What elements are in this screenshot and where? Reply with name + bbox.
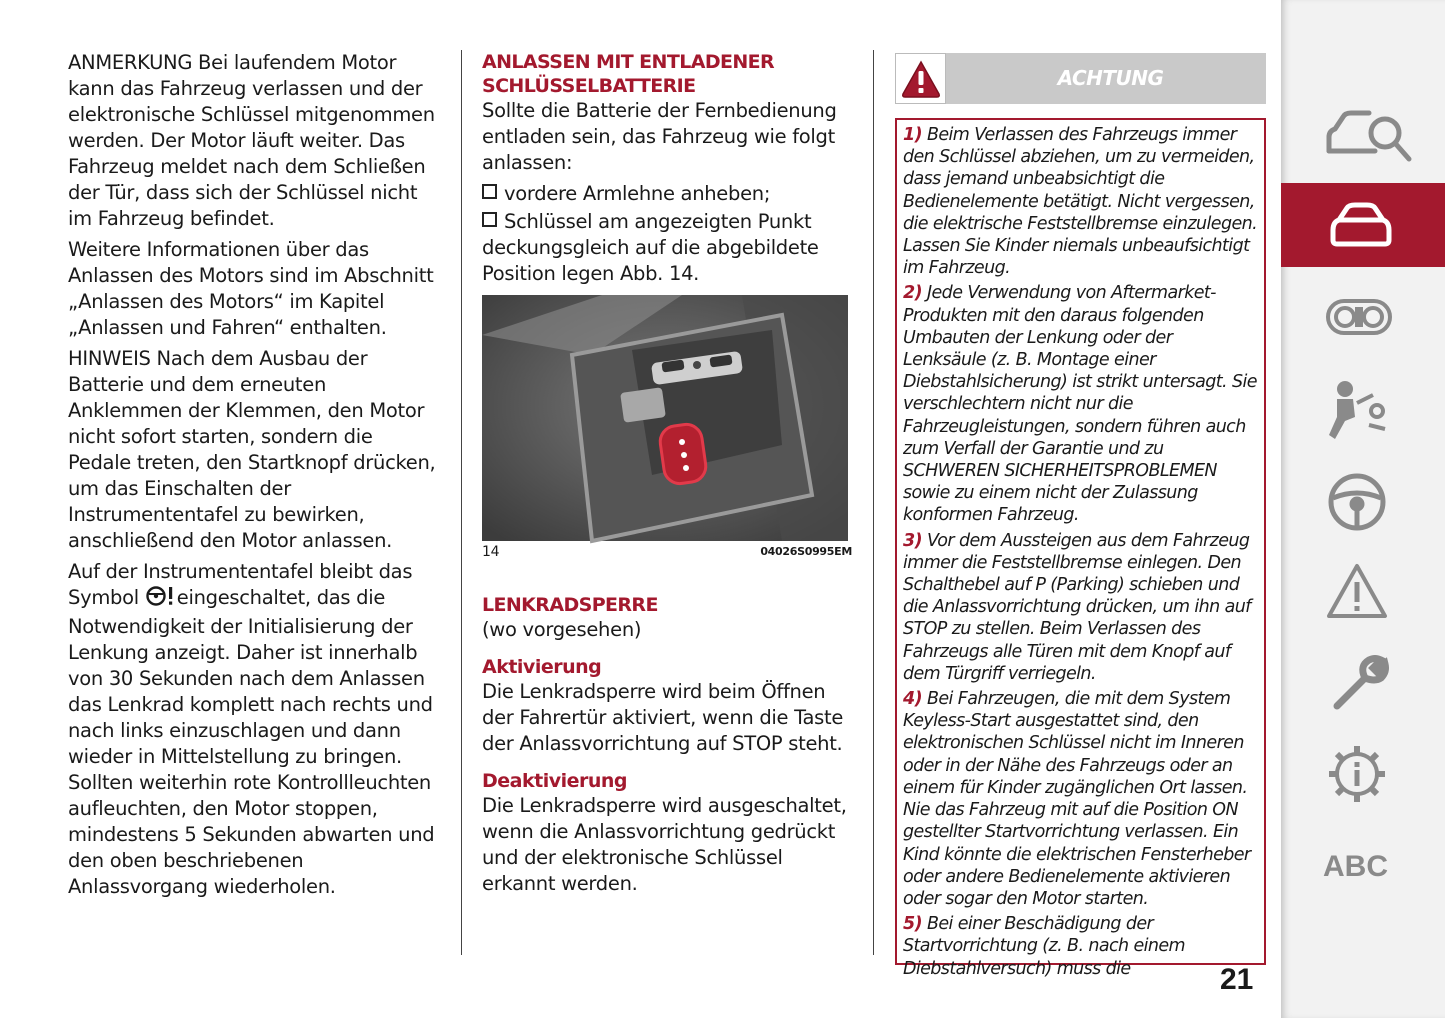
paragraph-more-info: Weitere Informationen über das Anlassen des Motors sind im Abschnitt „Anlassen des Motors“ im Kapitel „Anlassen und Fahren“ enthalten. xyxy=(68,238,434,339)
warning-item-number: 1) xyxy=(903,125,922,145)
paragraph-activation: Die Lenkradsperre wird beim Öffnen der Fahrertür aktiviert, wenn die Taste der Anlassvorrichtung auf STOP steht. xyxy=(482,680,844,755)
paragraph-instrument-symbol-start: Auf der Instrumententafel bleibt das Symbol xyxy=(68,560,413,609)
warning-item-text: Vor dem Aussteigen aus dem Fahrzeug immer die Feststellbremse einlegen. Den Schalthebel auf P (Parking) schieben und die Anlassvorrichtung drücken, um ihn auf STOP zu stellen. Beim Verlassen des Fahrzeugs alle Türen mit dem Knopf auf dem Türgriff verriegeln. xyxy=(903,530,1251,684)
paragraph-anmerkung: ANMERKUNG Bei laufendem Motor kann das Fahrzeug verlassen und der elektronische Schlüssel mitgenommen werden. Der Motor läuft weiter. Das Fahrzeug meldet nach dem Schließen der Tür, dass sich der Schlüssel nicht im Fahrzeug befindet. xyxy=(68,51,435,230)
sidebar-item-safety[interactable] xyxy=(1281,367,1445,451)
warning-item-text: Bei Fahrzeugen, die mit dem System Keyless-Start ausgestattet sind, den elektronischen Schlüssel nicht im Inneren oder in der Nähe des Fahrzeugs oder an einem für Kinder zugänglichen Ort lassen. Nie das Fahrzeug mit auf die Position ON gestellter Startvorrichtung verlassen. Ein Kind könnte die elektrischen Fensterheber oder andere Bedienelemente aktivieren oder sogar den Motor starten. xyxy=(903,689,1251,909)
sidebar-item-emergency[interactable] xyxy=(1281,550,1445,634)
bullet-text: vordere Armlehne anheben; xyxy=(504,182,771,205)
figure-number: 14 xyxy=(482,544,500,560)
warning-box xyxy=(895,118,1266,979)
sidebar-item-instruments[interactable] xyxy=(1281,275,1445,359)
warning-item xyxy=(903,913,1258,980)
sidebar-item-car[interactable] xyxy=(1281,183,1445,267)
info-gear-icon xyxy=(1325,742,1389,806)
sidebar-item-driving[interactable] xyxy=(1281,460,1445,544)
wrench-icon xyxy=(1325,652,1389,716)
car-search-icon xyxy=(1325,105,1415,169)
column-divider-left xyxy=(461,50,462,955)
warning-triangle-icon xyxy=(1325,562,1389,622)
warning-header xyxy=(895,53,1266,104)
chapter-sidebar xyxy=(1281,0,1445,1018)
sidebar-item-index[interactable] xyxy=(1281,825,1445,909)
warning-item-number: 5) xyxy=(903,914,922,935)
text-column-middle xyxy=(482,50,852,902)
sidebar-item-car-search[interactable] xyxy=(1281,95,1445,179)
airbag-person-icon xyxy=(1325,377,1395,441)
paragraph-instrument-symbol-end: eingeschaltet, das die Notwendigkeit der Initialisierung der Lenkung anzeigt. Daher ist innerhalb von 30 Sekunden nach dem Anlassen das Lenkrad komplett nach rechts und nach links einzuschlagen und dann wieder in Mittelstellung zu bringen. Sollten weiterhin rote Kontrollleuchten aufleuchten, den Motor stoppen, mindestens 5 Sekunden abwarten und den oben beschriebenen Anlassvorgang wiederholen. xyxy=(68,586,435,898)
checkbox-bullet-icon xyxy=(482,184,497,199)
abc-index-label: ABC xyxy=(1323,850,1388,883)
warning-title: ACHTUNG xyxy=(1057,66,1164,90)
steering-lock-note: (wo vorgesehen) xyxy=(482,618,642,641)
paragraph-battery-intro: Sollte die Batterie der Fernbedienung entladen sein, das Fahrzeug wie folgt anlassen: xyxy=(482,99,837,174)
figure-caption xyxy=(482,543,852,561)
warning-icon-box xyxy=(895,53,946,104)
heading-steering-lock: LENKRADSPERRE xyxy=(482,594,658,616)
page-number: 21 xyxy=(1220,963,1254,996)
bullet-text: Schlüssel am angezeigten Punkt deckungsgleich auf die abgebildete Position legen Abb. 14. xyxy=(482,210,819,285)
checkbox-bullet-icon xyxy=(482,212,497,227)
figure-code: 04026S0995EM xyxy=(760,545,852,558)
warning-item-text: Bei einer Beschädigung der Startvorrichtung (z. B. nach einem Diebstahlversuch) muss die xyxy=(903,914,1185,979)
warning-item-number: 2) xyxy=(903,283,922,304)
subheading-deactivation: Deaktivierung xyxy=(482,770,628,792)
text-column-left xyxy=(68,50,440,905)
subheading-activation: Aktivierung xyxy=(482,656,602,678)
steering-wheel-icon xyxy=(1325,470,1389,534)
sidebar-item-technical-data[interactable] xyxy=(1281,732,1445,816)
warning-item xyxy=(903,124,1258,279)
paragraph-instrument-symbol xyxy=(68,559,440,900)
bullet-item xyxy=(482,181,852,207)
warning-item-number: 3) xyxy=(903,530,922,551)
warning-item xyxy=(903,282,1258,526)
warning-icon xyxy=(900,59,942,99)
instrument-panel-icon xyxy=(1325,297,1395,337)
heading-battery-start: ANLASSEN MIT ENTLADENER SCHLÜSSELBATTERIE xyxy=(482,51,775,97)
paragraph-deactivation: Die Lenkradsperre wird ausgeschaltet, wenn die Anlassvorrichtung gedrückt und der elektronische Schlüssel erkannt werden. xyxy=(482,794,847,895)
warning-item-text: Beim Verlassen des Fahrzeugs immer den Schlüssel abziehen, um zu vermeiden, dass jemand unbeabsichtigt die Bedienelemente betätigt. Nicht vergessen, die elektrische Feststellbremse einzulegen. Lassen Sie Kinder niemals unbeaufsichtigt im Fahrzeug. xyxy=(903,125,1258,279)
paragraph-hinweis: HINWEIS Nach dem Ausbau der Batterie und dem erneuten Anklemmen der Klemmen, den Motor nicht sofort starten, sondern die Pedale treten, den Startknopf drücken, um das Einschalten der Instrumententafel zu bewirken, anschließend den Motor anlassen. xyxy=(68,347,436,552)
figure-key-console-photo xyxy=(482,295,848,541)
sidebar-item-maintenance[interactable] xyxy=(1281,642,1445,726)
car-icon xyxy=(1325,200,1395,250)
warning-item xyxy=(903,688,1258,910)
warning-item-number: 4) xyxy=(903,689,922,710)
steering-warning-icon xyxy=(145,585,177,614)
bullet-item xyxy=(482,209,852,287)
warning-item xyxy=(903,530,1258,685)
warning-item-text: Jede Verwendung von Aftermarket-Produkten mit den daraus folgenden Umbauten der Lenkung oder der Lenksäule (z. B. Montage einer Diebstahlsicherung) ist strikt untersagt. Sie verschlechtern nicht nur die Fahrzeugleistungen, sondern führen auch zum Verfall der Garantie und zu SCHWEREN SICHERHEITSPROBLEMEN sowie zu einem nicht der Zulassung konformen Fahrzeug. xyxy=(903,283,1257,526)
column-divider-right xyxy=(873,50,874,955)
